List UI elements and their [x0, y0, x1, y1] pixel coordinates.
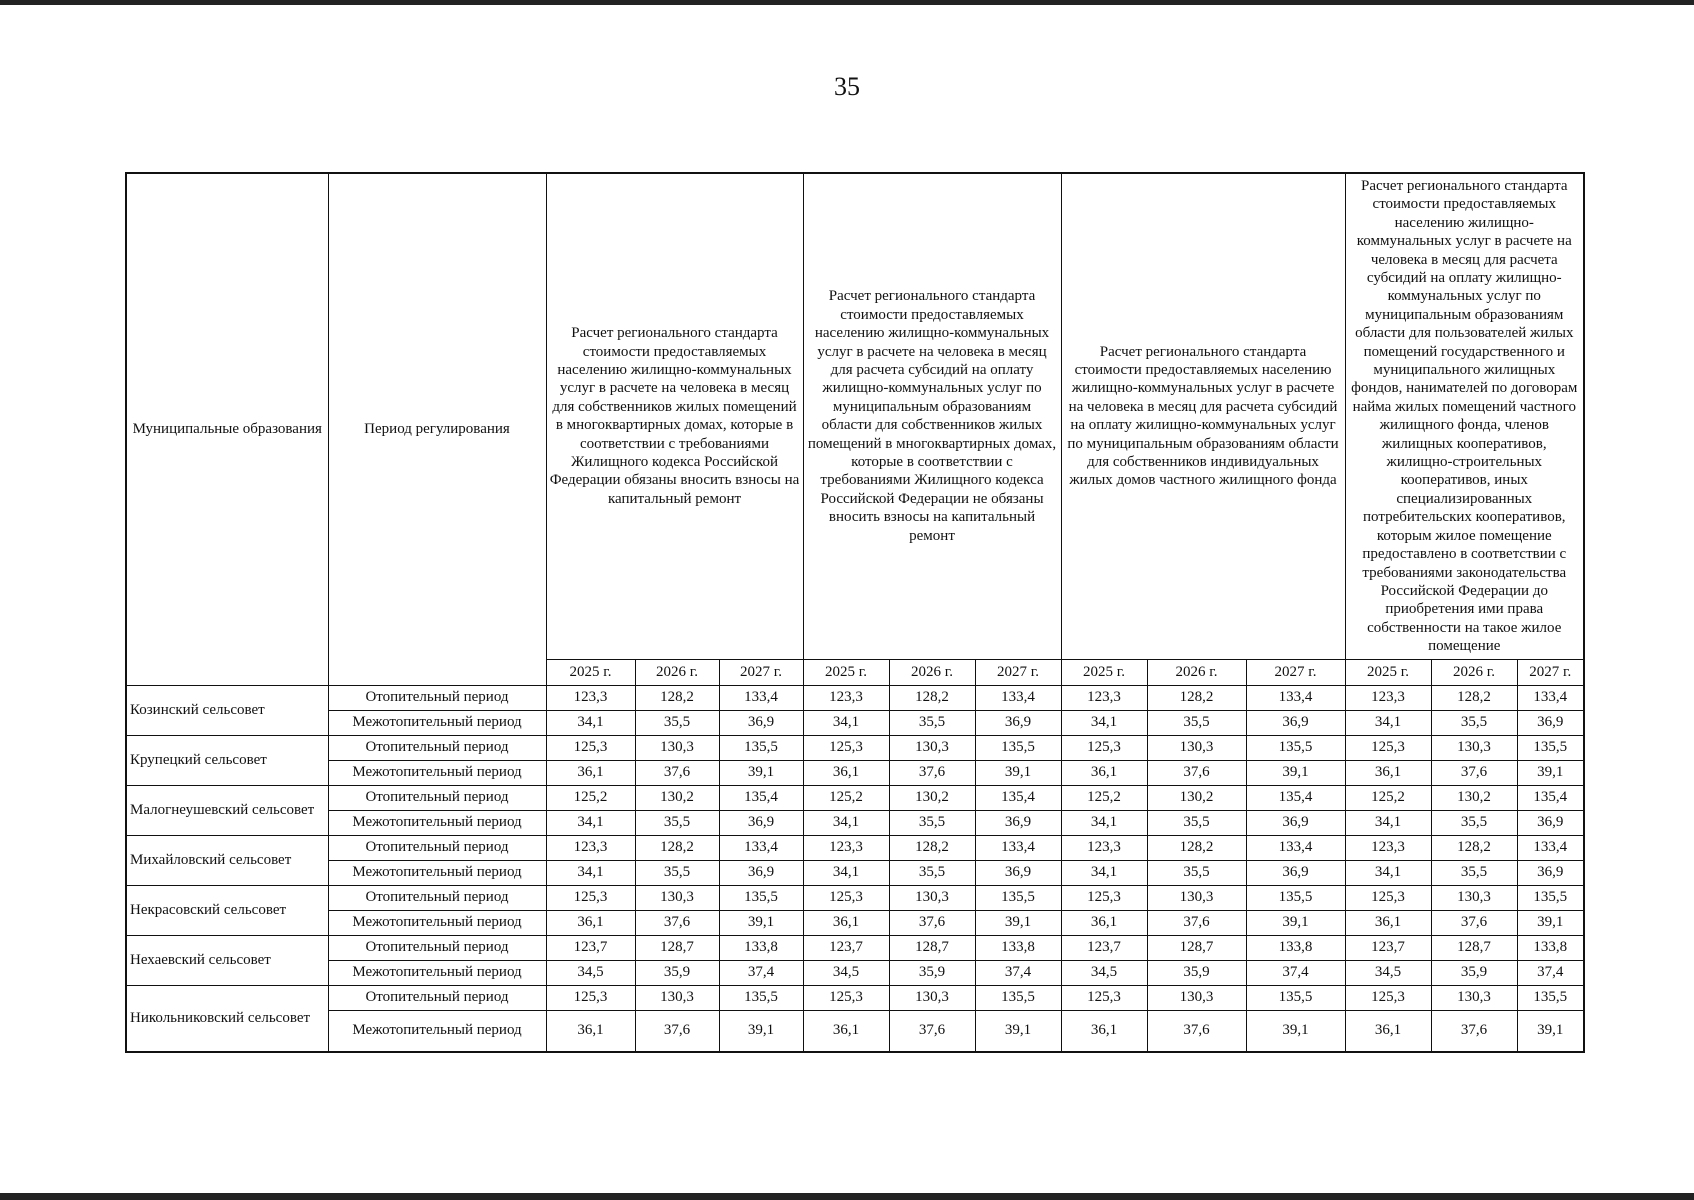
value-cell: 35,9	[1431, 960, 1517, 985]
value-cell: 123,3	[1345, 835, 1431, 860]
value-cell: 39,1	[1517, 760, 1584, 785]
value-cell: 35,5	[1431, 710, 1517, 735]
municipality-cell: Нехаевский сельсовет	[126, 935, 328, 985]
value-cell: 37,6	[889, 910, 975, 935]
value-cell: 39,1	[1246, 910, 1345, 935]
value-cell: 125,3	[1345, 885, 1431, 910]
value-cell: 34,5	[1061, 960, 1147, 985]
value-cell: 123,3	[803, 835, 889, 860]
period-cell: Отопительный период	[328, 835, 546, 860]
municipality-cell: Некрасовский сельсовет	[126, 885, 328, 935]
value-cell: 39,1	[719, 1010, 803, 1052]
value-cell: 133,4	[719, 685, 803, 710]
value-cell: 125,3	[546, 985, 635, 1010]
value-cell: 36,9	[719, 810, 803, 835]
page-number: 35	[834, 72, 860, 101]
value-cell: 36,9	[1517, 860, 1584, 885]
value-cell: 36,1	[1061, 1010, 1147, 1052]
value-cell: 130,3	[1431, 735, 1517, 760]
value-cell: 36,1	[1345, 910, 1431, 935]
value-cell: 125,3	[803, 735, 889, 760]
table-row	[126, 885, 1584, 910]
value-cell: 34,1	[546, 810, 635, 835]
value-cell: 36,9	[719, 860, 803, 885]
value-cell: 128,7	[889, 935, 975, 960]
value-cell: 35,5	[889, 860, 975, 885]
header-period: Период регулирования	[328, 173, 546, 685]
period-cell: Отопительный период	[328, 885, 546, 910]
value-cell: 135,5	[1246, 735, 1345, 760]
value-cell: 123,3	[546, 685, 635, 710]
value-cell: 34,1	[1345, 860, 1431, 885]
value-cell: 35,9	[889, 960, 975, 985]
value-cell: 37,4	[719, 960, 803, 985]
value-cell: 135,4	[975, 785, 1061, 810]
value-cell: 34,1	[803, 710, 889, 735]
value-cell: 36,1	[803, 760, 889, 785]
value-cell: 133,4	[975, 685, 1061, 710]
header-group-4: Расчет регионального стандарта стоимости предоставляемых населению жилищно-коммунальных услуг в расчете на человека в месяц для расчета субсидий на оплату жилищно-коммунальных услуг по муниципальным образованиям области для пользователей жилых помещений государственного и муниципального жилищных фондов, нанимателей по договорам найма жилых помещений частного жилищного фонда, членов жилищных кооперативов, жилищно-строительных кооперативов, иных специализированных потребительских кооперативов, которым жилое помещение предоставлено в соответствии с требованиями законодательства Российской Федерации до приобретения ими права собственности на такое жилое помещение	[1345, 173, 1584, 659]
value-cell: 135,5	[1246, 985, 1345, 1010]
value-cell: 128,2	[1431, 835, 1517, 860]
value-cell: 133,4	[975, 835, 1061, 860]
value-cell: 34,1	[1061, 710, 1147, 735]
value-cell: 123,3	[1345, 685, 1431, 710]
value-cell: 130,3	[889, 885, 975, 910]
year-header: 2025 г.	[546, 659, 635, 685]
value-cell: 130,2	[889, 785, 975, 810]
value-cell: 133,4	[719, 835, 803, 860]
value-cell: 123,7	[1061, 935, 1147, 960]
value-cell: 35,5	[1147, 860, 1246, 885]
value-cell: 34,1	[546, 710, 635, 735]
table-body	[126, 685, 1584, 1052]
year-header: 2027 г.	[1246, 659, 1345, 685]
value-cell: 125,3	[546, 735, 635, 760]
value-cell: 35,5	[889, 810, 975, 835]
value-cell: 123,3	[1061, 685, 1147, 710]
table-row	[126, 960, 1584, 985]
value-cell: 36,9	[719, 710, 803, 735]
year-header: 2027 г.	[975, 659, 1061, 685]
table-row	[126, 860, 1584, 885]
value-cell: 130,2	[635, 785, 719, 810]
value-cell: 37,6	[635, 1010, 719, 1052]
period-cell: Отопительный период	[328, 735, 546, 760]
value-cell: 36,9	[975, 810, 1061, 835]
value-cell: 39,1	[975, 760, 1061, 785]
value-cell: 34,1	[1061, 860, 1147, 885]
value-cell: 128,2	[635, 685, 719, 710]
table-row	[126, 735, 1584, 760]
table-row	[126, 910, 1584, 935]
year-header: 2025 г.	[1345, 659, 1431, 685]
value-cell: 36,1	[1345, 760, 1431, 785]
value-cell: 135,5	[719, 985, 803, 1010]
value-cell: 36,1	[546, 910, 635, 935]
value-cell: 125,2	[803, 785, 889, 810]
value-cell: 37,6	[1431, 910, 1517, 935]
period-cell: Отопительный период	[328, 935, 546, 960]
scan-border-bottom	[0, 1193, 1694, 1200]
value-cell: 130,2	[1147, 785, 1246, 810]
year-header: 2026 г.	[1147, 659, 1246, 685]
value-cell: 123,7	[546, 935, 635, 960]
year-header: 2025 г.	[803, 659, 889, 685]
value-cell: 133,8	[975, 935, 1061, 960]
value-cell: 35,5	[1431, 810, 1517, 835]
value-cell: 36,1	[1345, 1010, 1431, 1052]
value-cell: 36,1	[546, 1010, 635, 1052]
value-cell: 37,6	[1147, 1010, 1246, 1052]
value-cell: 123,7	[1345, 935, 1431, 960]
value-cell: 125,3	[546, 885, 635, 910]
value-cell: 130,3	[889, 735, 975, 760]
value-cell: 34,5	[803, 960, 889, 985]
header-group-3: Расчет регионального стандарта стоимости предоставляемых населению жилищно-коммунальных услуг в расчете на человека в месяц для расчета субсидий на оплату жилищно-коммунальных услуг по муниципальным образованиям области для собственников индивидуальных жилых домов частного жилищного фонда	[1061, 173, 1345, 659]
value-cell: 128,7	[1431, 935, 1517, 960]
value-cell: 37,4	[1246, 960, 1345, 985]
period-cell: Отопительный период	[328, 685, 546, 710]
year-header: 2027 г.	[1517, 659, 1584, 685]
municipality-cell: Михайловский сельсовет	[126, 835, 328, 885]
value-cell: 130,3	[1431, 985, 1517, 1010]
value-cell: 36,9	[1246, 710, 1345, 735]
value-cell: 36,9	[975, 860, 1061, 885]
value-cell: 135,5	[975, 985, 1061, 1010]
value-cell: 37,6	[889, 1010, 975, 1052]
value-cell: 34,1	[546, 860, 635, 885]
value-cell: 130,3	[635, 885, 719, 910]
value-cell: 36,1	[1061, 910, 1147, 935]
header-group-1: Расчет регионального стандарта стоимости предоставляемых населению жилищно-коммунальных услуг в расчете на человека в месяц для собственников жилых помещений в многоквартирных домах, которые в соответствии с требованиями Жилищного кодекса Российской Федерации обязаны вносить взносы на капитальный ремонт	[546, 173, 803, 659]
value-cell: 37,6	[1431, 760, 1517, 785]
value-cell: 135,5	[1246, 885, 1345, 910]
value-cell: 37,6	[635, 910, 719, 935]
table-row	[126, 685, 1584, 710]
value-cell: 135,5	[1517, 985, 1584, 1010]
value-cell: 36,1	[803, 910, 889, 935]
value-cell: 135,4	[1517, 785, 1584, 810]
municipality-cell: Малогнеушевский сельсовет	[126, 785, 328, 835]
value-cell: 130,3	[635, 985, 719, 1010]
table-row	[126, 810, 1584, 835]
year-header: 2027 г.	[719, 659, 803, 685]
value-cell: 130,3	[635, 735, 719, 760]
value-cell: 36,1	[1061, 760, 1147, 785]
header-municipality: Муниципальные образования	[126, 173, 328, 685]
value-cell: 36,9	[1517, 710, 1584, 735]
value-cell: 128,2	[889, 685, 975, 710]
value-cell: 36,9	[1246, 860, 1345, 885]
value-cell: 133,4	[1246, 835, 1345, 860]
value-cell: 130,3	[1147, 985, 1246, 1010]
value-cell: 133,8	[1517, 935, 1584, 960]
value-cell: 36,9	[1246, 810, 1345, 835]
period-cell: Межотопительный период	[328, 1010, 546, 1052]
year-header: 2026 г.	[1431, 659, 1517, 685]
value-cell: 135,5	[1517, 735, 1584, 760]
table-row	[126, 710, 1584, 735]
value-cell: 128,2	[1147, 835, 1246, 860]
value-cell: 35,9	[1147, 960, 1246, 985]
year-header: 2026 г.	[889, 659, 975, 685]
year-header: 2026 г.	[635, 659, 719, 685]
table-row	[126, 935, 1584, 960]
value-cell: 39,1	[719, 910, 803, 935]
value-cell: 123,3	[803, 685, 889, 710]
value-cell: 35,5	[635, 860, 719, 885]
value-cell: 125,2	[1345, 785, 1431, 810]
value-cell: 125,2	[1061, 785, 1147, 810]
value-cell: 35,5	[635, 710, 719, 735]
value-cell: 128,2	[1147, 685, 1246, 710]
value-cell: 34,1	[803, 810, 889, 835]
header-group-2: Расчет регионального стандарта стоимости предоставляемых населению жилищно-коммунальных услуг в расчете на человека в месяц для расчета субсидий на оплату жилищно-коммунальных услуг по муниципальным образованиям области для собственников жилых помещений в многоквартирных домах, которые в соответствии с требованиями Жилищного кодекса Российской Федерации не обязаны вносить взносы на капитальный ремонт	[803, 173, 1061, 659]
value-cell: 125,3	[1061, 985, 1147, 1010]
value-cell: 125,3	[1345, 985, 1431, 1010]
value-cell: 37,6	[635, 760, 719, 785]
value-cell: 125,3	[803, 985, 889, 1010]
value-cell: 39,1	[975, 1010, 1061, 1052]
value-cell: 135,5	[975, 885, 1061, 910]
value-cell: 133,8	[1246, 935, 1345, 960]
value-cell: 39,1	[719, 760, 803, 785]
value-cell: 135,5	[975, 735, 1061, 760]
value-cell: 125,3	[1061, 885, 1147, 910]
value-cell: 37,4	[975, 960, 1061, 985]
value-cell: 128,7	[1147, 935, 1246, 960]
period-cell: Отопительный период	[328, 985, 546, 1010]
value-cell: 135,5	[719, 735, 803, 760]
value-cell: 35,9	[635, 960, 719, 985]
value-cell: 130,3	[889, 985, 975, 1010]
value-cell: 128,2	[1431, 685, 1517, 710]
period-cell: Межотопительный период	[328, 760, 546, 785]
period-cell: Межотопительный период	[328, 910, 546, 935]
value-cell: 123,3	[546, 835, 635, 860]
municipality-cell: Никольниковский сельсовет	[126, 985, 328, 1052]
value-cell: 36,9	[975, 710, 1061, 735]
value-cell: 34,1	[1345, 810, 1431, 835]
value-cell: 130,2	[1431, 785, 1517, 810]
value-cell: 37,6	[1147, 760, 1246, 785]
value-cell: 135,5	[1517, 885, 1584, 910]
value-cell: 36,1	[803, 1010, 889, 1052]
value-cell: 35,5	[889, 710, 975, 735]
value-cell: 36,1	[546, 760, 635, 785]
value-cell: 133,4	[1517, 835, 1584, 860]
value-cell: 128,2	[635, 835, 719, 860]
value-cell: 39,1	[975, 910, 1061, 935]
table-row	[126, 835, 1584, 860]
period-cell: Отопительный период	[328, 785, 546, 810]
value-cell: 37,6	[889, 760, 975, 785]
value-cell: 130,3	[1431, 885, 1517, 910]
value-cell: 39,1	[1517, 910, 1584, 935]
table-row	[126, 1010, 1584, 1052]
value-cell: 125,3	[803, 885, 889, 910]
table-row	[126, 785, 1584, 810]
value-cell: 34,5	[546, 960, 635, 985]
value-cell: 135,4	[1246, 785, 1345, 810]
value-cell: 35,5	[1147, 810, 1246, 835]
value-cell: 130,3	[1147, 735, 1246, 760]
year-header: 2025 г.	[1061, 659, 1147, 685]
value-cell: 34,1	[1061, 810, 1147, 835]
value-cell: 130,3	[1147, 885, 1246, 910]
value-cell: 39,1	[1246, 760, 1345, 785]
value-cell: 133,4	[1246, 685, 1345, 710]
standards-table	[125, 172, 1585, 1053]
value-cell: 125,2	[546, 785, 635, 810]
period-cell: Межотопительный период	[328, 860, 546, 885]
value-cell: 34,1	[1345, 710, 1431, 735]
value-cell: 37,4	[1517, 960, 1584, 985]
value-cell: 123,7	[803, 935, 889, 960]
value-cell: 34,1	[803, 860, 889, 885]
value-cell: 35,5	[1147, 710, 1246, 735]
value-cell: 35,5	[635, 810, 719, 835]
period-cell: Межотопительный период	[328, 960, 546, 985]
value-cell: 125,3	[1345, 735, 1431, 760]
value-cell: 128,2	[889, 835, 975, 860]
value-cell: 135,4	[719, 785, 803, 810]
value-cell: 36,9	[1517, 810, 1584, 835]
value-cell: 37,6	[1147, 910, 1246, 935]
value-cell: 133,8	[719, 935, 803, 960]
value-cell: 39,1	[1246, 1010, 1345, 1052]
value-cell: 39,1	[1517, 1010, 1584, 1052]
municipality-cell: Крупецкий сельсовет	[126, 735, 328, 785]
value-cell: 37,6	[1431, 1010, 1517, 1052]
value-cell: 123,3	[1061, 835, 1147, 860]
scan-border-top	[0, 0, 1694, 5]
header-row	[126, 173, 1584, 659]
value-cell: 125,3	[1061, 735, 1147, 760]
value-cell: 133,4	[1517, 685, 1584, 710]
value-cell: 34,5	[1345, 960, 1431, 985]
table-row	[126, 760, 1584, 785]
table-row	[126, 985, 1584, 1010]
period-cell: Межотопительный период	[328, 710, 546, 735]
municipality-cell: Козинский сельсовет	[126, 685, 328, 735]
value-cell: 135,5	[719, 885, 803, 910]
period-cell: Межотопительный период	[328, 810, 546, 835]
value-cell: 128,7	[635, 935, 719, 960]
value-cell: 35,5	[1431, 860, 1517, 885]
